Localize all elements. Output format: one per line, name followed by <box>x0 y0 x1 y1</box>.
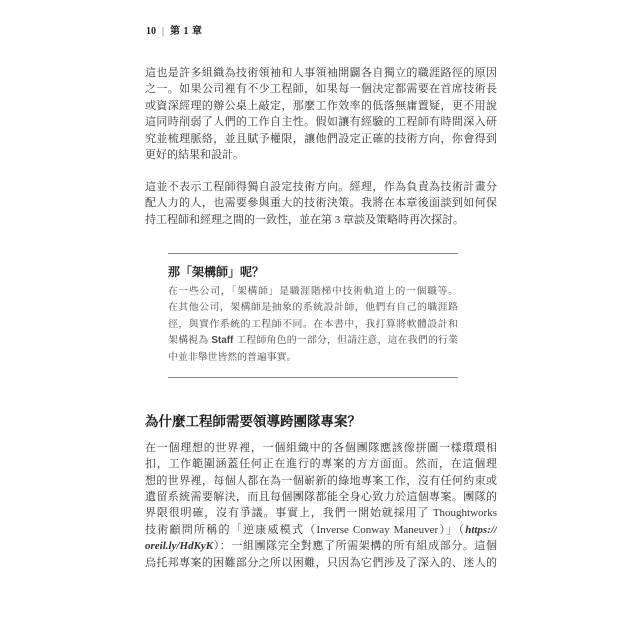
text-line: 這並不表示工程師得獨自設定技術方向。經理，作為負責為技術計畫分 <box>145 180 497 193</box>
intro-paragraph-2 <box>145 179 497 229</box>
text-line <box>145 538 497 554</box>
text-line: 扣，工作範圍涵蓋任何正在進行的專案的方方面面。然而，在這個理 <box>145 458 497 471</box>
text-line: 配人力的人，也需要參與重大的技術決策。我將在本章後面談到如何保 <box>145 197 497 210</box>
text-line: 或資深經理的辦公桌上敲定，那麼工作效率的低落無庸置疑，更不用說 <box>145 99 497 112</box>
sidebar-text: 工程師角色的一部分，但請注意，這在我們的行業 <box>233 335 458 347</box>
sidebar-line: 在一些公司，「架構師」是職涯階梯中技術軌道上的一個職等。 <box>168 285 458 297</box>
section-heading: 為什麼工程師需要領導跨團隊專案？ <box>145 414 361 429</box>
text-line: 遺留系統需要解決，而且每個團隊都能全身心致力於這個專案。團隊的 <box>145 491 497 503</box>
sidebar-line: 在其他公司，架構師是抽象的系統設計師，他們有自己的職涯路 <box>168 302 458 314</box>
sidebar-line <box>168 333 458 350</box>
staff-term: Staff <box>211 335 234 347</box>
text-line: 在一個理想的世界裡，一個組織中的各個團隊應該像拼圖一樣環環相 <box>145 441 497 454</box>
sidebar-line: 中並非舉世皆然的普遍事實。 <box>168 351 297 363</box>
sidebar-bottom-rule <box>168 377 458 378</box>
reference-link-part-2[interactable]: oreil.ly/HdKyK <box>145 540 214 553</box>
chapter-label: 第 1 章 <box>170 26 203 37</box>
sidebar-top-rule <box>168 253 458 254</box>
reference-link-part-1[interactable]: https:// <box>465 523 497 536</box>
text-line: 之一。如果公司裡有不少工程師，如果每一個決定都需要在首席技術長 <box>145 83 497 96</box>
text-line: 持工程師和經理之間的一致性，並在第 3 章談及策略時再次探討。 <box>145 213 464 226</box>
text-line <box>145 522 497 538</box>
text-segment: 技術顧問所稱的「逆康威模式（Inverse Conway Maneuver）」（ <box>145 523 466 536</box>
text-line: 這同時削弱了人們的工作自主性。假如讓有經驗的工程師有時間深入研 <box>145 116 497 129</box>
text-line: 這也是許多組織為技術領袖和人事領袖開闢各自獨立的職涯路徑的原因 <box>145 66 497 79</box>
page-number: 10 <box>146 26 156 37</box>
text-line: 想的世界裡，每個人都在為一個嶄新的綠地專案工作，沒有任何約束或 <box>145 474 497 487</box>
text-line: 更好的結果和設計。 <box>145 149 244 162</box>
running-head <box>146 25 203 39</box>
section-paragraph <box>145 440 497 572</box>
header-separator: | <box>162 26 165 37</box>
text-line: 界限很明確，沒有爭議。事實上，我們一開始就採用了 Thoughtworks <box>145 507 497 520</box>
sidebar-line: 徑，與實作系統的工程師不同。在本書中，我打算將軟體設計和 <box>168 318 458 330</box>
intro-paragraph-1 <box>145 65 497 165</box>
sidebar-title: 那「架構師」呢？ <box>168 265 265 279</box>
text-line: 究並梳理脈絡，並且賦予權限，讓他們設定正確的技術方向，你會得到 <box>145 132 497 145</box>
sidebar-text: 架構視為 <box>168 335 212 347</box>
sidebar-body <box>168 284 458 367</box>
text-segment: ）：一組團隊完全對應了所需架構的所有組成部分。這個 <box>213 540 497 553</box>
text-line: 烏托邦專案的困難部分之所以困難，只因為它們涉及了深入的、迷人的 <box>145 556 497 569</box>
